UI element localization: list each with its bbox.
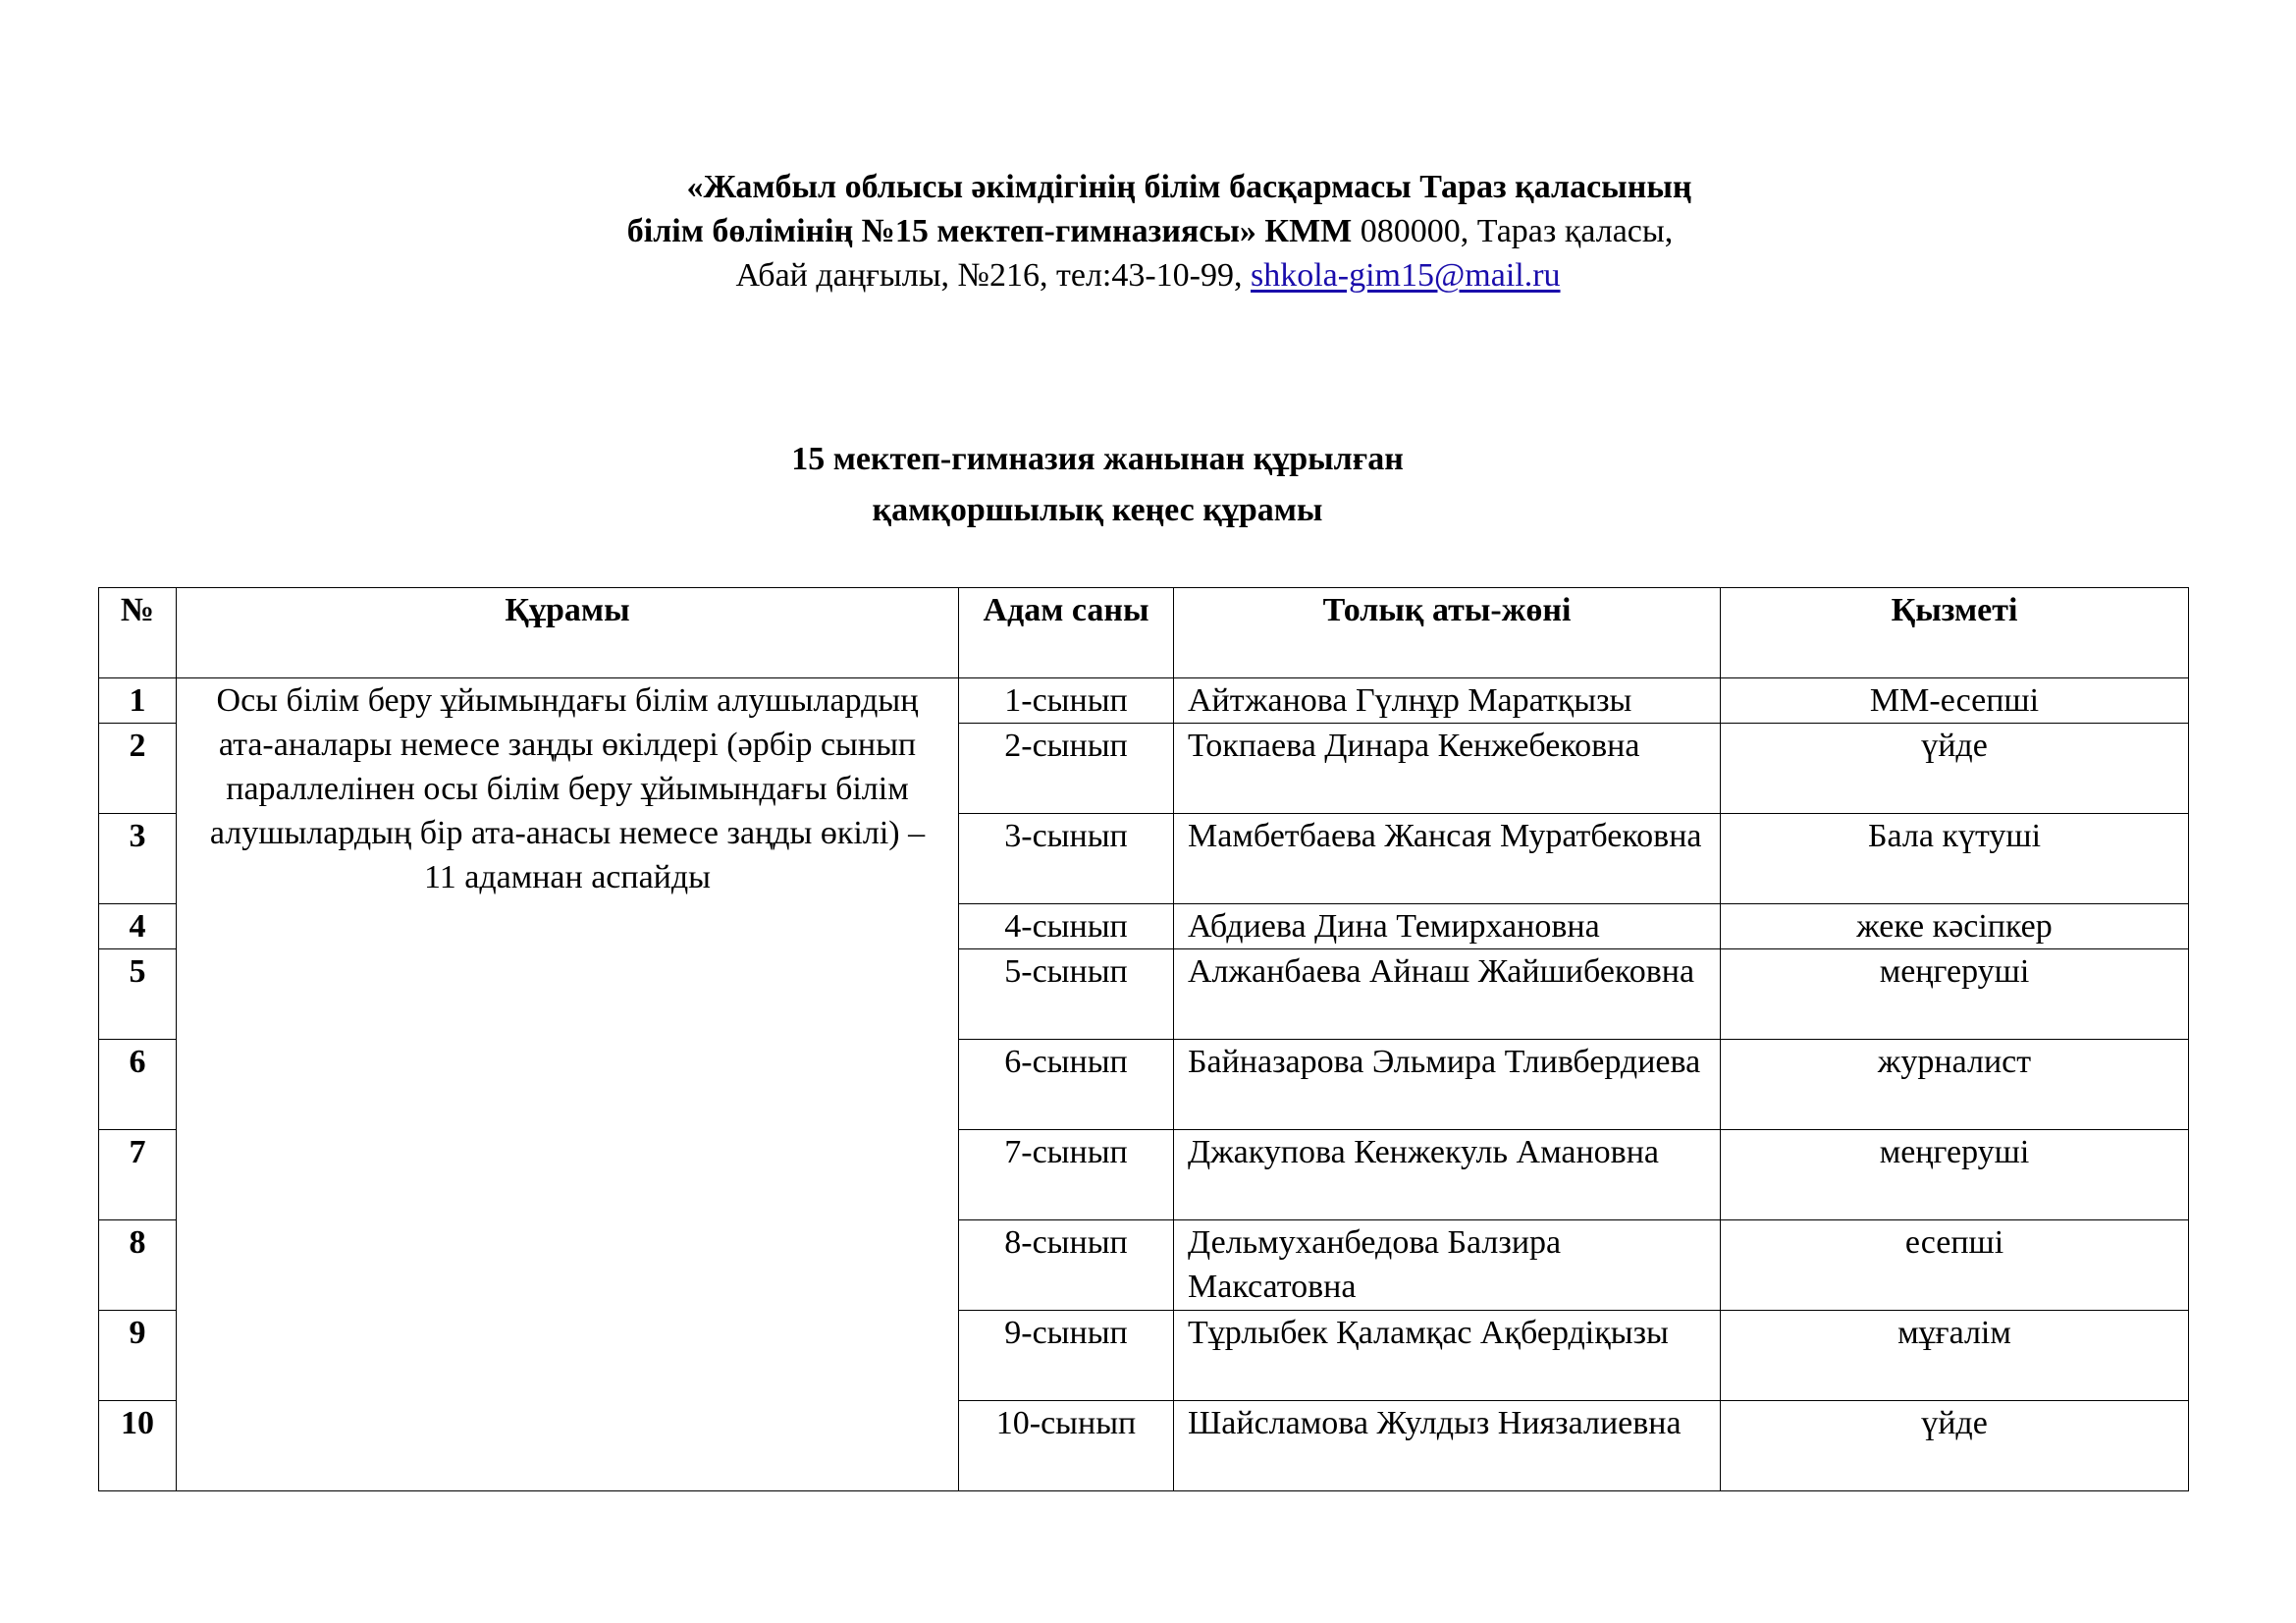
row-position: есепші	[1721, 1220, 2189, 1311]
row-num: 3	[99, 814, 177, 904]
row-name: Байназарова Эльмира Тливбердиева	[1174, 1040, 1721, 1130]
row-class: 7-сынып	[959, 1130, 1174, 1220]
title-line-2: қамқоршылық кеңес құрамы	[872, 492, 1323, 528]
header-contacts: Абай даңғылы, №216, тел:43-10-99,	[735, 257, 1251, 294]
row-num: 4	[99, 904, 177, 949]
row-name: Шайсламова Жулдыз Ниязалиевна	[1174, 1401, 1721, 1491]
row-position: ММ-есепші	[1721, 678, 2189, 724]
header-num: №	[99, 588, 177, 678]
email-link[interactable]: shkola-gim15@mail.ru	[1251, 257, 1561, 294]
header-org-name: білім бөлімінің №15 мектеп-гимназиясы» КММ	[626, 213, 1353, 249]
row-name: Тұрлыбек Қаламқас Ақбердіқызы	[1174, 1311, 1721, 1401]
row-name: Джакупова Кенжекуль Амановна	[1174, 1130, 1721, 1220]
row-name: Дельмуханбедова Балзира Максатовна	[1174, 1220, 1721, 1311]
header-count: Адам саны	[959, 588, 1174, 678]
row-position: меңгеруші	[1721, 1130, 2189, 1220]
row-class: 9-сынып	[959, 1311, 1174, 1401]
document-title	[0, 434, 2195, 536]
header-line-2	[0, 209, 2296, 253]
row-num: 8	[99, 1220, 177, 1311]
row-num: 9	[99, 1311, 177, 1401]
row-name: Токпаева Динара Кенжебековна	[1174, 724, 1721, 814]
row-position: мұғалім	[1721, 1311, 2189, 1401]
council-table	[98, 587, 2189, 1491]
header-line-3	[0, 253, 2296, 298]
row-num: 10	[99, 1401, 177, 1491]
row-class: 10-сынып	[959, 1401, 1174, 1491]
row-position: үйде	[1721, 724, 2189, 814]
header-composition: Құрамы	[177, 588, 959, 678]
header-position: Қызметі	[1721, 588, 2189, 678]
row-class: 3-сынып	[959, 814, 1174, 904]
row-class: 8-сынып	[959, 1220, 1174, 1311]
row-num: 7	[99, 1130, 177, 1220]
row-name: Алжанбаева Айнаш Жайшибековна	[1174, 949, 1721, 1040]
row-class: 1-сынып	[959, 678, 1174, 724]
row-num: 5	[99, 949, 177, 1040]
row-position: жеке кәсіпкер	[1721, 904, 2189, 949]
table-row	[99, 678, 2189, 724]
row-position: үйде	[1721, 1401, 2189, 1491]
document-header	[0, 165, 2296, 298]
row-class: 2-сынып	[959, 724, 1174, 814]
row-class: 6-сынып	[959, 1040, 1174, 1130]
row-position: журналист	[1721, 1040, 2189, 1130]
header-name: Толық аты-жөні	[1174, 588, 1721, 678]
table-header-row	[99, 588, 2189, 678]
row-class: 5-сынып	[959, 949, 1174, 1040]
composition-description: Осы білім беру ұйымындағы білім алушылардың ата-аналары немесе заңды өкілдері (әрбір сынып параллелінен осы білім беру ұйымындағы білім алушылардың бір ата-анасы немесе заңды өкілі) – 11 адамнан аспайды	[177, 678, 959, 1491]
title-line-1: 15 мектеп-гимназия жанынан құрылған	[791, 441, 1404, 477]
row-name: Айтжанова Гүлнұр Маратқызы	[1174, 678, 1721, 724]
row-position: Бала күтуші	[1721, 814, 2189, 904]
row-num: 2	[99, 724, 177, 814]
row-name: Абдиева Дина Темирхановна	[1174, 904, 1721, 949]
row-class: 4-сынып	[959, 904, 1174, 949]
header-address: 080000, Тараз қаласы,	[1352, 213, 1674, 249]
header-line-1: «Жамбыл облысы әкімдігінің білім басқармасы Тараз қаласының	[686, 169, 1692, 205]
row-name: Мамбетбаева Жансая Муратбековна	[1174, 814, 1721, 904]
row-position: меңгеруші	[1721, 949, 2189, 1040]
row-num: 1	[99, 678, 177, 724]
row-num: 6	[99, 1040, 177, 1130]
